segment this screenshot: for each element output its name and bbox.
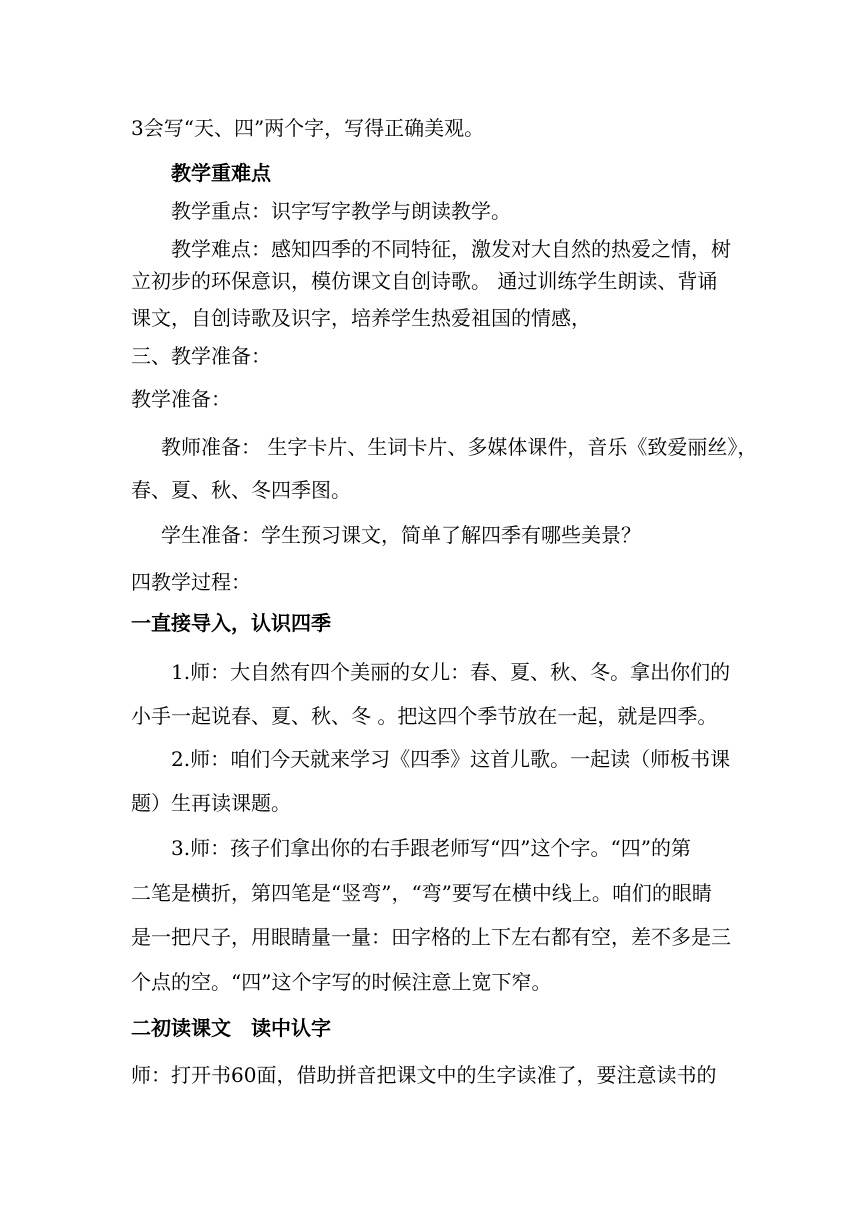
text-line: 是一把尺子，用眼睛量一量：田字格的上下左右都有空，差不多是三: [131, 925, 731, 949]
section-heading: 一直接导入，认识四季: [131, 611, 331, 635]
text-line: 春、夏、秋、冬四季图。: [131, 478, 351, 502]
text-line: 三、教学准备：: [131, 344, 271, 368]
text-line: 题）生再读课题。: [131, 791, 291, 815]
text-line: 课文，自创诗歌及识字，培养学生热爱祖国的情感，: [131, 306, 591, 330]
text-line: 小手一起说春、夏、秋、冬 。把这四个季节放在一起，就是四季。: [131, 704, 718, 728]
text-line: 学生准备：学生预习课文，简单了解四季有哪些美景？: [161, 523, 641, 547]
text-line: 教师准备： 生字卡片、生词卡片、多媒体课件，音乐《致爱丽丝》，: [161, 435, 758, 459]
text-line: 二笔是横折，第四笔是“竖弯”，“弯”要写在横中线上。咱们的眼睛: [131, 881, 712, 905]
text-line: 立初步的环保意识，模仿课文自创诗歌。 通过训练学生朗读、背诵: [131, 269, 718, 293]
text-line: 师：打开书60面，借助拼音把课文中的生字读准了，要注意读书的: [131, 1063, 717, 1087]
text-line: 3会写“天、四”两个字，写得正确美观。: [131, 116, 485, 140]
section-heading: 教学重难点: [171, 161, 271, 185]
section-heading: 二初读课文 读中认字: [131, 1016, 331, 1040]
text-line: 1.师：大自然有四个美丽的女儿：春、夏、秋、冬。拿出你们的: [171, 660, 731, 684]
text-line: 3.师：孩子们拿出你的右手跟老师写“四”这个字。“四”的第: [171, 836, 691, 860]
text-line: 教学准备：: [131, 387, 231, 411]
text-line: 个点的空。“四”这个字写的时候注意上宽下窄。: [131, 970, 552, 994]
text-line: 四教学过程：: [131, 570, 251, 594]
text-line: 2.师：咱们今天就来学习《四季》这首儿歌。一起读（师板书课: [171, 747, 731, 771]
text-line: 教学重点：识字写字教学与朗读教学。: [171, 199, 511, 223]
text-line: 教学难点：感知四季的不同特征，激发对大自然的热爱之情，树: [171, 237, 731, 261]
